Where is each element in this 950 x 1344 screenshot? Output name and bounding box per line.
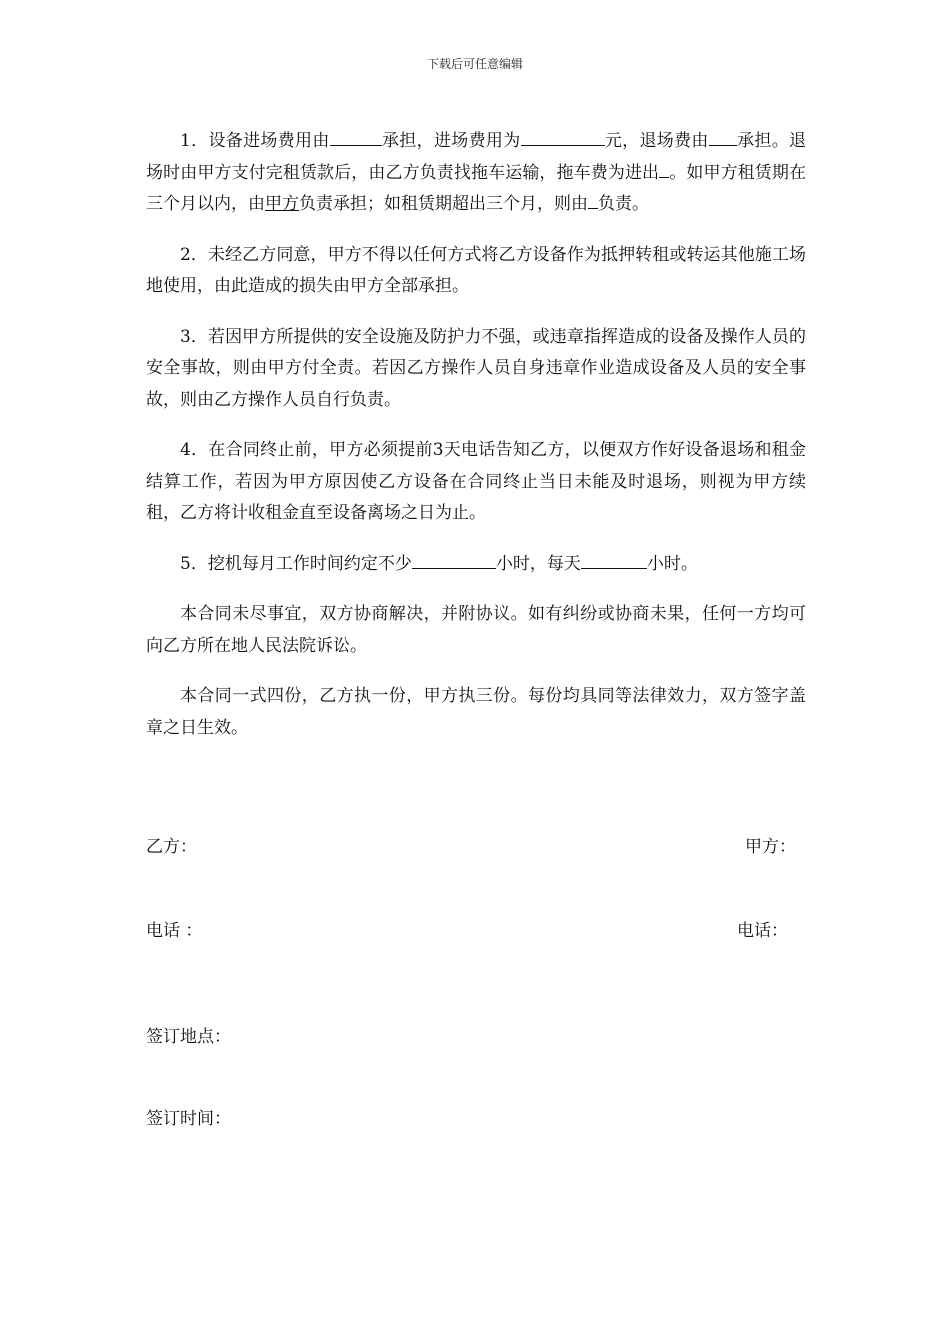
clause-5-text-c: 小时。 bbox=[646, 553, 698, 574]
clause-5-text-a: 5．挖机每月工作时间约定不少 bbox=[180, 553, 412, 574]
blank-exit-fee-payer[interactable] bbox=[709, 127, 737, 146]
clause-2: 2．未经乙方同意，甲方不得以任何方式将乙方设备作为抵押转租或转运其他施工场地使用，由此造成的损失由甲方全部承担。 bbox=[146, 244, 806, 296]
contract-body bbox=[146, 126, 806, 763]
clause-1-text-a: 1．设备进场费用由 bbox=[180, 131, 330, 151]
blank-tow-fee[interactable] bbox=[659, 159, 669, 178]
party-b-label: 乙方： bbox=[146, 837, 197, 857]
clause-3: 3．若因甲方所提供的安全设施及防护力不强，或违章指挥造成的设备及操作人员的安全事故，则由甲方付全责。若因乙方操作人员自身违章作业造成设备及人员的安全事故，则由乙方操作人员自行负责。 bbox=[146, 326, 806, 410]
signing-time-label: 签订时间： bbox=[146, 1109, 231, 1129]
party-a-label: 甲方： bbox=[745, 837, 796, 857]
blank-monthly-hours[interactable] bbox=[412, 550, 496, 569]
clause-1-text-b: 承担，进场费用为 bbox=[381, 131, 521, 151]
paragraph-disputes: 本合同未尽事宜，双方协商解决，并附协议。如有纠纷或协商未果，任何一方均可向乙方所在地人民法院诉讼。 bbox=[146, 604, 806, 656]
clause-4: 4．在合同终止前，甲方必须提前3天电话告知乙方，以便双方作好设备退场和租金结算工作，若因为甲方原因使乙方设备在合同终止当日未能及时退场，则视为甲方续租，乙方将计收租金直至设备离场之日为止。 bbox=[146, 440, 806, 523]
blank-daily-hours[interactable] bbox=[581, 550, 647, 569]
clause-1-underlined-party: 甲方 bbox=[265, 194, 299, 214]
clause-1-text-g: 负责承担；如租赁期超出三个月，则由 bbox=[299, 194, 588, 214]
phone-a-label: 电话： bbox=[737, 921, 788, 941]
paragraph-copies: 本合同一式四份，乙方执一份，甲方执三份。每份均具同等法律效力，双方签字盖章之日生效。 bbox=[146, 686, 806, 738]
blank-entry-fee-amount[interactable] bbox=[521, 127, 605, 146]
clause-1-text-d: 承担。退场时由甲方支付完租赁款后，由乙方负责找拖车运输，拖车费为进出 bbox=[146, 131, 807, 183]
clause-5 bbox=[146, 549, 806, 581]
clause-1-text-c: 元，退场费由 bbox=[604, 131, 709, 151]
clause-1 bbox=[146, 126, 806, 221]
clause-5-text-b: 小时，每天 bbox=[495, 553, 581, 574]
header-note: 下载后可任意编辑 bbox=[426, 57, 523, 71]
signature-parties-row bbox=[146, 832, 796, 857]
clause-1-text-e: 。如甲方租赁期在三个月以内，由 bbox=[146, 162, 806, 214]
clause-1-text-h: 负责。 bbox=[598, 194, 649, 214]
blank-entry-fee-payer[interactable] bbox=[330, 127, 382, 146]
blank-long-term-payer[interactable] bbox=[588, 190, 598, 209]
phone-b-label: 电话 ： bbox=[146, 921, 203, 941]
signature-phone-row bbox=[146, 916, 788, 941]
signing-place-label: 签订地点： bbox=[146, 1027, 231, 1047]
